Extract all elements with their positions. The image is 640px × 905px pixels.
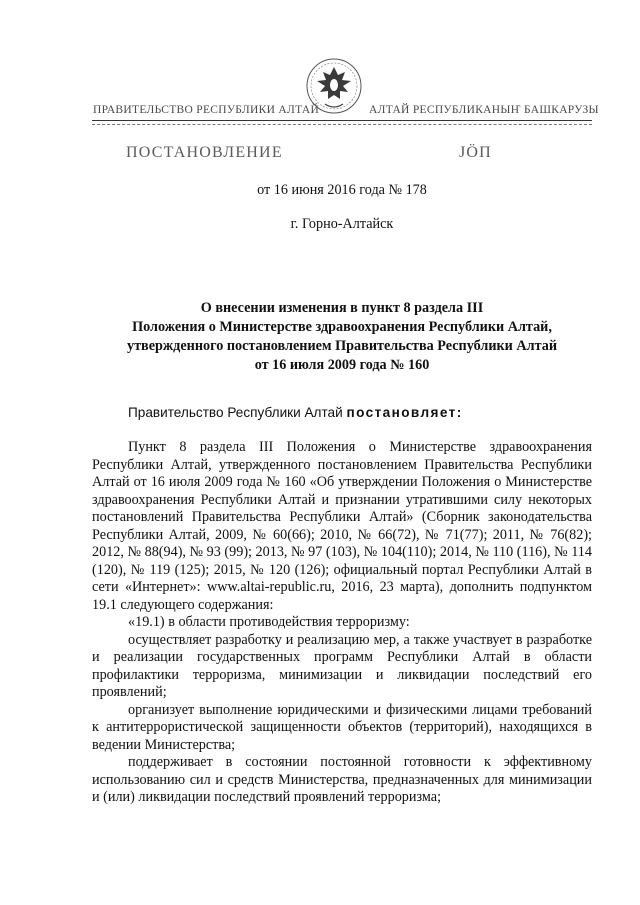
header-government-name-alt: АЛТАЙ РЕСПУБЛИКАНЫҤ БАШКАРУЗЫ (369, 104, 599, 116)
preamble-subject: Правительство Республики Алтай (128, 405, 343, 420)
header-rule-dashed (92, 124, 592, 125)
body-paragraph: поддерживает в состоянии постоянной готовности к эффективному использованию сил и средств Министерства, предназначенных для минимизации и (или) ликвидации последствий проявлений терроризма; (92, 754, 592, 805)
title-line: Положения о Министерстве здравоохранения Республики Алтай, (132, 319, 552, 335)
doc-type-alt: JÖП (459, 144, 492, 161)
preamble-verb: постановляет: (346, 405, 463, 420)
title-line: О внесении изменения в пункт 8 раздела III (200, 300, 484, 316)
header-rule (92, 120, 592, 121)
preamble (128, 405, 463, 420)
body-paragraph: «19.1) в области противодействия терроризму: (128, 614, 410, 630)
body-paragraph: организует выполнение юридическими и физическими лицами требований к антитеррористической защищенности объектов (территорий), находящихся в ведении Министерства; (92, 701, 592, 753)
title-line: утвержденного постановлением Правительства Республики Алтай (126, 338, 558, 354)
document-body (92, 439, 592, 807)
title-line: от 16 июля 2009 года № 160 (254, 357, 430, 373)
document-date-number: от 16 июня 2016 года № 178 (257, 182, 427, 198)
document-city: г. Горно-Алтайск (290, 216, 394, 232)
body-paragraph: осуществляет разработку и реализацию мер, а также участвует в разработке и реализации государственных программ Республики Алтай в области профилактики терроризма, минимизации и ликвидации последствий его проявлений; (92, 631, 592, 700)
document-title (92, 299, 592, 375)
doc-type-ru: ПОСТАНОВЛЕНИЕ (126, 144, 283, 161)
body-paragraph: Пункт 8 раздела III Положения о Министерстве здравоохранения Республики Алтай, утвержденного постановлением Правительства Республики Алтай от 16 июля 2009 года № 160 «Об утверждении Положения о Министерстве здравоохранения Республики Алтай и признании утратившими силу некоторых постановлений Правительства Республики Алтай» (Сборник законодательства Республики Алтай, 2009, № 60(66); 2010, № 66(72), № 71(77); 2011, № 76(82); 2012, № 88(94), № 93 (99); 2013, № 97 (103), № 104(110); 2014, № 110 (116), № 114 (120), № 119 (125); 2015, № 120 (126); официальный портал Республики Алтай в сети «Интернет»: www.altai-republic.ru, 2016, 23 марта), дополнить подпунктом 19.1 следующего содержания: (92, 439, 592, 613)
header-government-name-ru: ПРАВИТЕЛЬСТВО РЕСПУБЛИКИ АЛТАЙ (93, 104, 320, 116)
